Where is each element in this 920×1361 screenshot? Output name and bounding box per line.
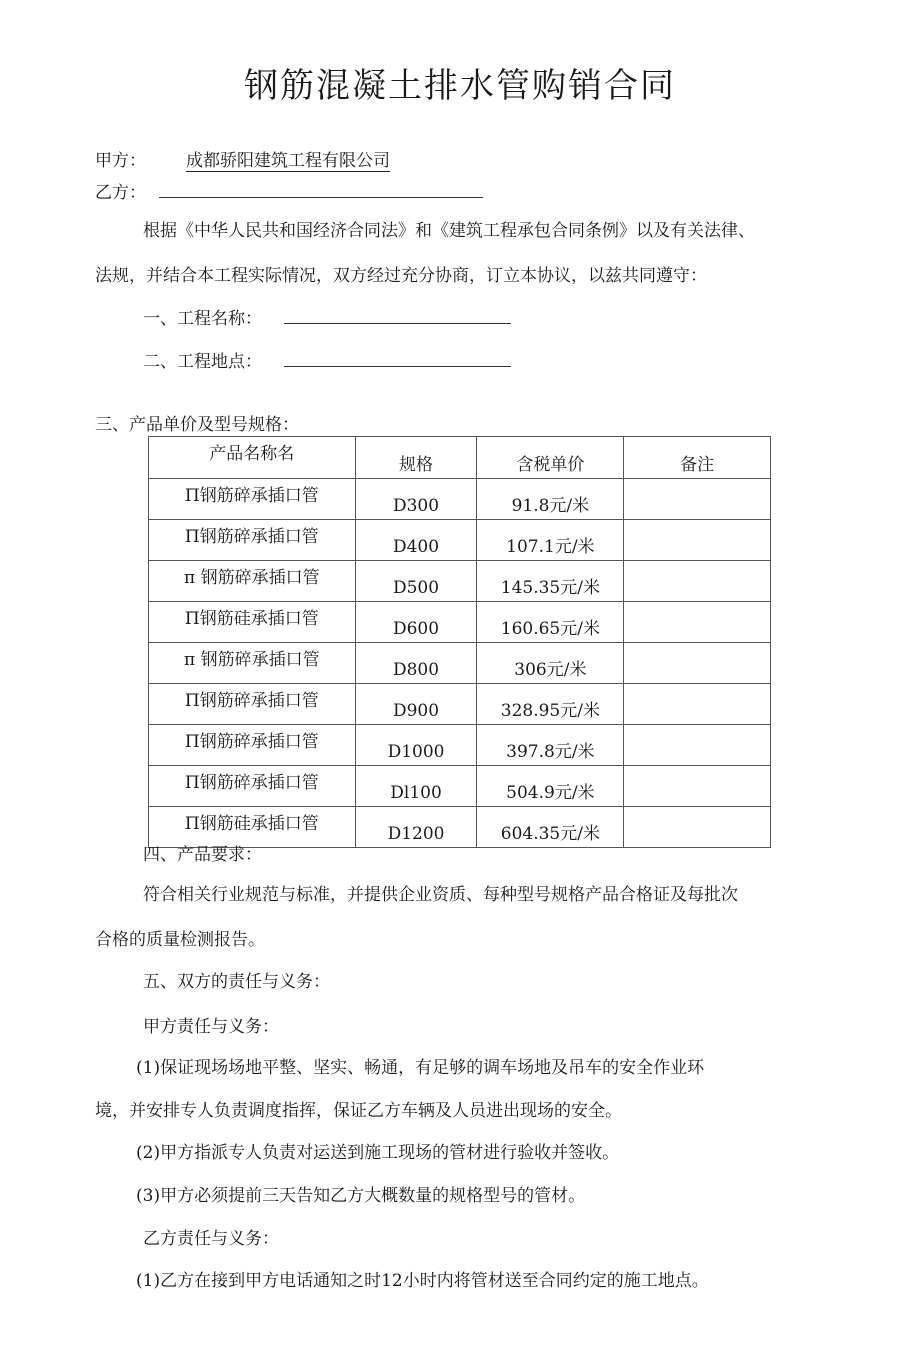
party-b-label: 乙方： (95, 183, 146, 203)
project-name-blank (284, 323, 511, 324)
party-a-duties-title: 甲方责任与义务： (143, 1017, 279, 1037)
product-spec: D300 (355, 479, 477, 520)
product-price: 145.35元/米 (477, 561, 624, 602)
header-price: 含税单价 (477, 437, 624, 479)
table-row (149, 684, 771, 725)
table-row (149, 766, 771, 807)
section-5-title: 五、双方的责任与义务： (143, 972, 330, 992)
product-spec: D600 (355, 602, 477, 643)
table-header-row (149, 437, 771, 479)
page-title: 钢筋混凝土排水管购销合同 (244, 66, 676, 106)
product-price: 91.8元/米 (477, 479, 624, 520)
preamble-line-2: 法规，并结合本工程实际情况，双方经过充分协商，订立本协议，以兹共同遵守： (95, 266, 707, 286)
product-note (624, 479, 771, 520)
product-spec: D400 (355, 520, 477, 561)
table-row (149, 561, 771, 602)
product-spec: D1200 (355, 807, 477, 848)
product-note (624, 643, 771, 684)
table-row (149, 520, 771, 561)
product-spec: D500 (355, 561, 477, 602)
table-row (149, 479, 771, 520)
project-location-blank (284, 366, 511, 367)
header-product-name: 产品名称名 (149, 437, 356, 479)
party-a-duty-2: (2)甲方指派专人负责对运送到施工现场的管材进行验收并签收。 (136, 1143, 620, 1163)
section-4-line-1: 符合相关行业规范与标准，并提供企业资质、每种型号规格产品合格证及每批次 (143, 885, 738, 905)
product-note (624, 684, 771, 725)
product-note (624, 602, 771, 643)
party-a-name: 成都骄阳建筑工程有限公司 (186, 146, 390, 172)
product-name: Π钢筋硅承插口管 (149, 602, 356, 643)
product-name: Π钢筋碎承插口管 (149, 766, 356, 807)
product-price: 328.95元/米 (477, 684, 624, 725)
party-a-duty-1-line-2: 境，并安排专人负责调度指挥，保证乙方车辆及人员进出现场的安全。 (95, 1101, 622, 1121)
party-a-label: 甲方： (95, 151, 146, 171)
product-note (624, 807, 771, 848)
product-name: Π钢筋碎承插口管 (149, 684, 356, 725)
project-location-label: 二、工程地点： (143, 352, 262, 372)
product-note (624, 520, 771, 561)
header-note: 备注 (624, 437, 771, 479)
product-spec: D800 (355, 643, 477, 684)
product-name: Π钢筋碎承插口管 (149, 479, 356, 520)
price-table (148, 436, 771, 848)
project-name-label: 一、工程名称： (143, 309, 262, 329)
product-spec: D1000 (355, 725, 477, 766)
product-spec: Dl100 (355, 766, 477, 807)
product-price: 160.65元/米 (477, 602, 624, 643)
table-row (149, 602, 771, 643)
product-price: 604.35元/米 (477, 807, 624, 848)
product-name: π 钢筋碎承插口管 (149, 561, 356, 602)
product-spec: D900 (355, 684, 477, 725)
product-name: Π钢筋硅承插口管 (149, 807, 356, 848)
party-b-blank (159, 197, 483, 198)
party-a-value (186, 146, 390, 172)
section-4-title: 四、产品要求： (143, 845, 262, 865)
product-note (624, 561, 771, 602)
party-b-duties-title: 乙方责任与义务： (143, 1229, 279, 1249)
table-row (149, 643, 771, 684)
product-note (624, 725, 771, 766)
header-spec: 规格 (355, 437, 477, 479)
party-a-duty-1-line-1: (1)保证现场场地平整、坚实、畅通，有足够的调车场地及吊车的安全作业环 (136, 1058, 705, 1078)
product-note (624, 766, 771, 807)
product-name: Π钢筋碎承插口管 (149, 725, 356, 766)
table-row (149, 725, 771, 766)
product-name: Π钢筋碎承插口管 (149, 520, 356, 561)
product-price: 107.1元/米 (477, 520, 624, 561)
party-b-duty-1: (1)乙方在接到甲方电话通知之时12小时内将管材送至合同约定的施工地点。 (136, 1271, 709, 1291)
preamble-line-1: 根据《中华人民共和国经济合同法》和《建筑工程承包合同条例》以及有关法律、 (143, 221, 755, 241)
section-4-line-2: 合格的质量检测报告。 (95, 930, 265, 950)
product-name: π 钢筋碎承插口管 (149, 643, 356, 684)
section-3-title: 三、产品单价及型号规格： (95, 415, 299, 435)
product-price: 504.9元/米 (477, 766, 624, 807)
product-price: 397.8元/米 (477, 725, 624, 766)
product-price: 306元/米 (477, 643, 624, 684)
party-a-duty-3: (3)甲方必须提前三天告知乙方大概数量的规格型号的管材。 (136, 1186, 586, 1206)
